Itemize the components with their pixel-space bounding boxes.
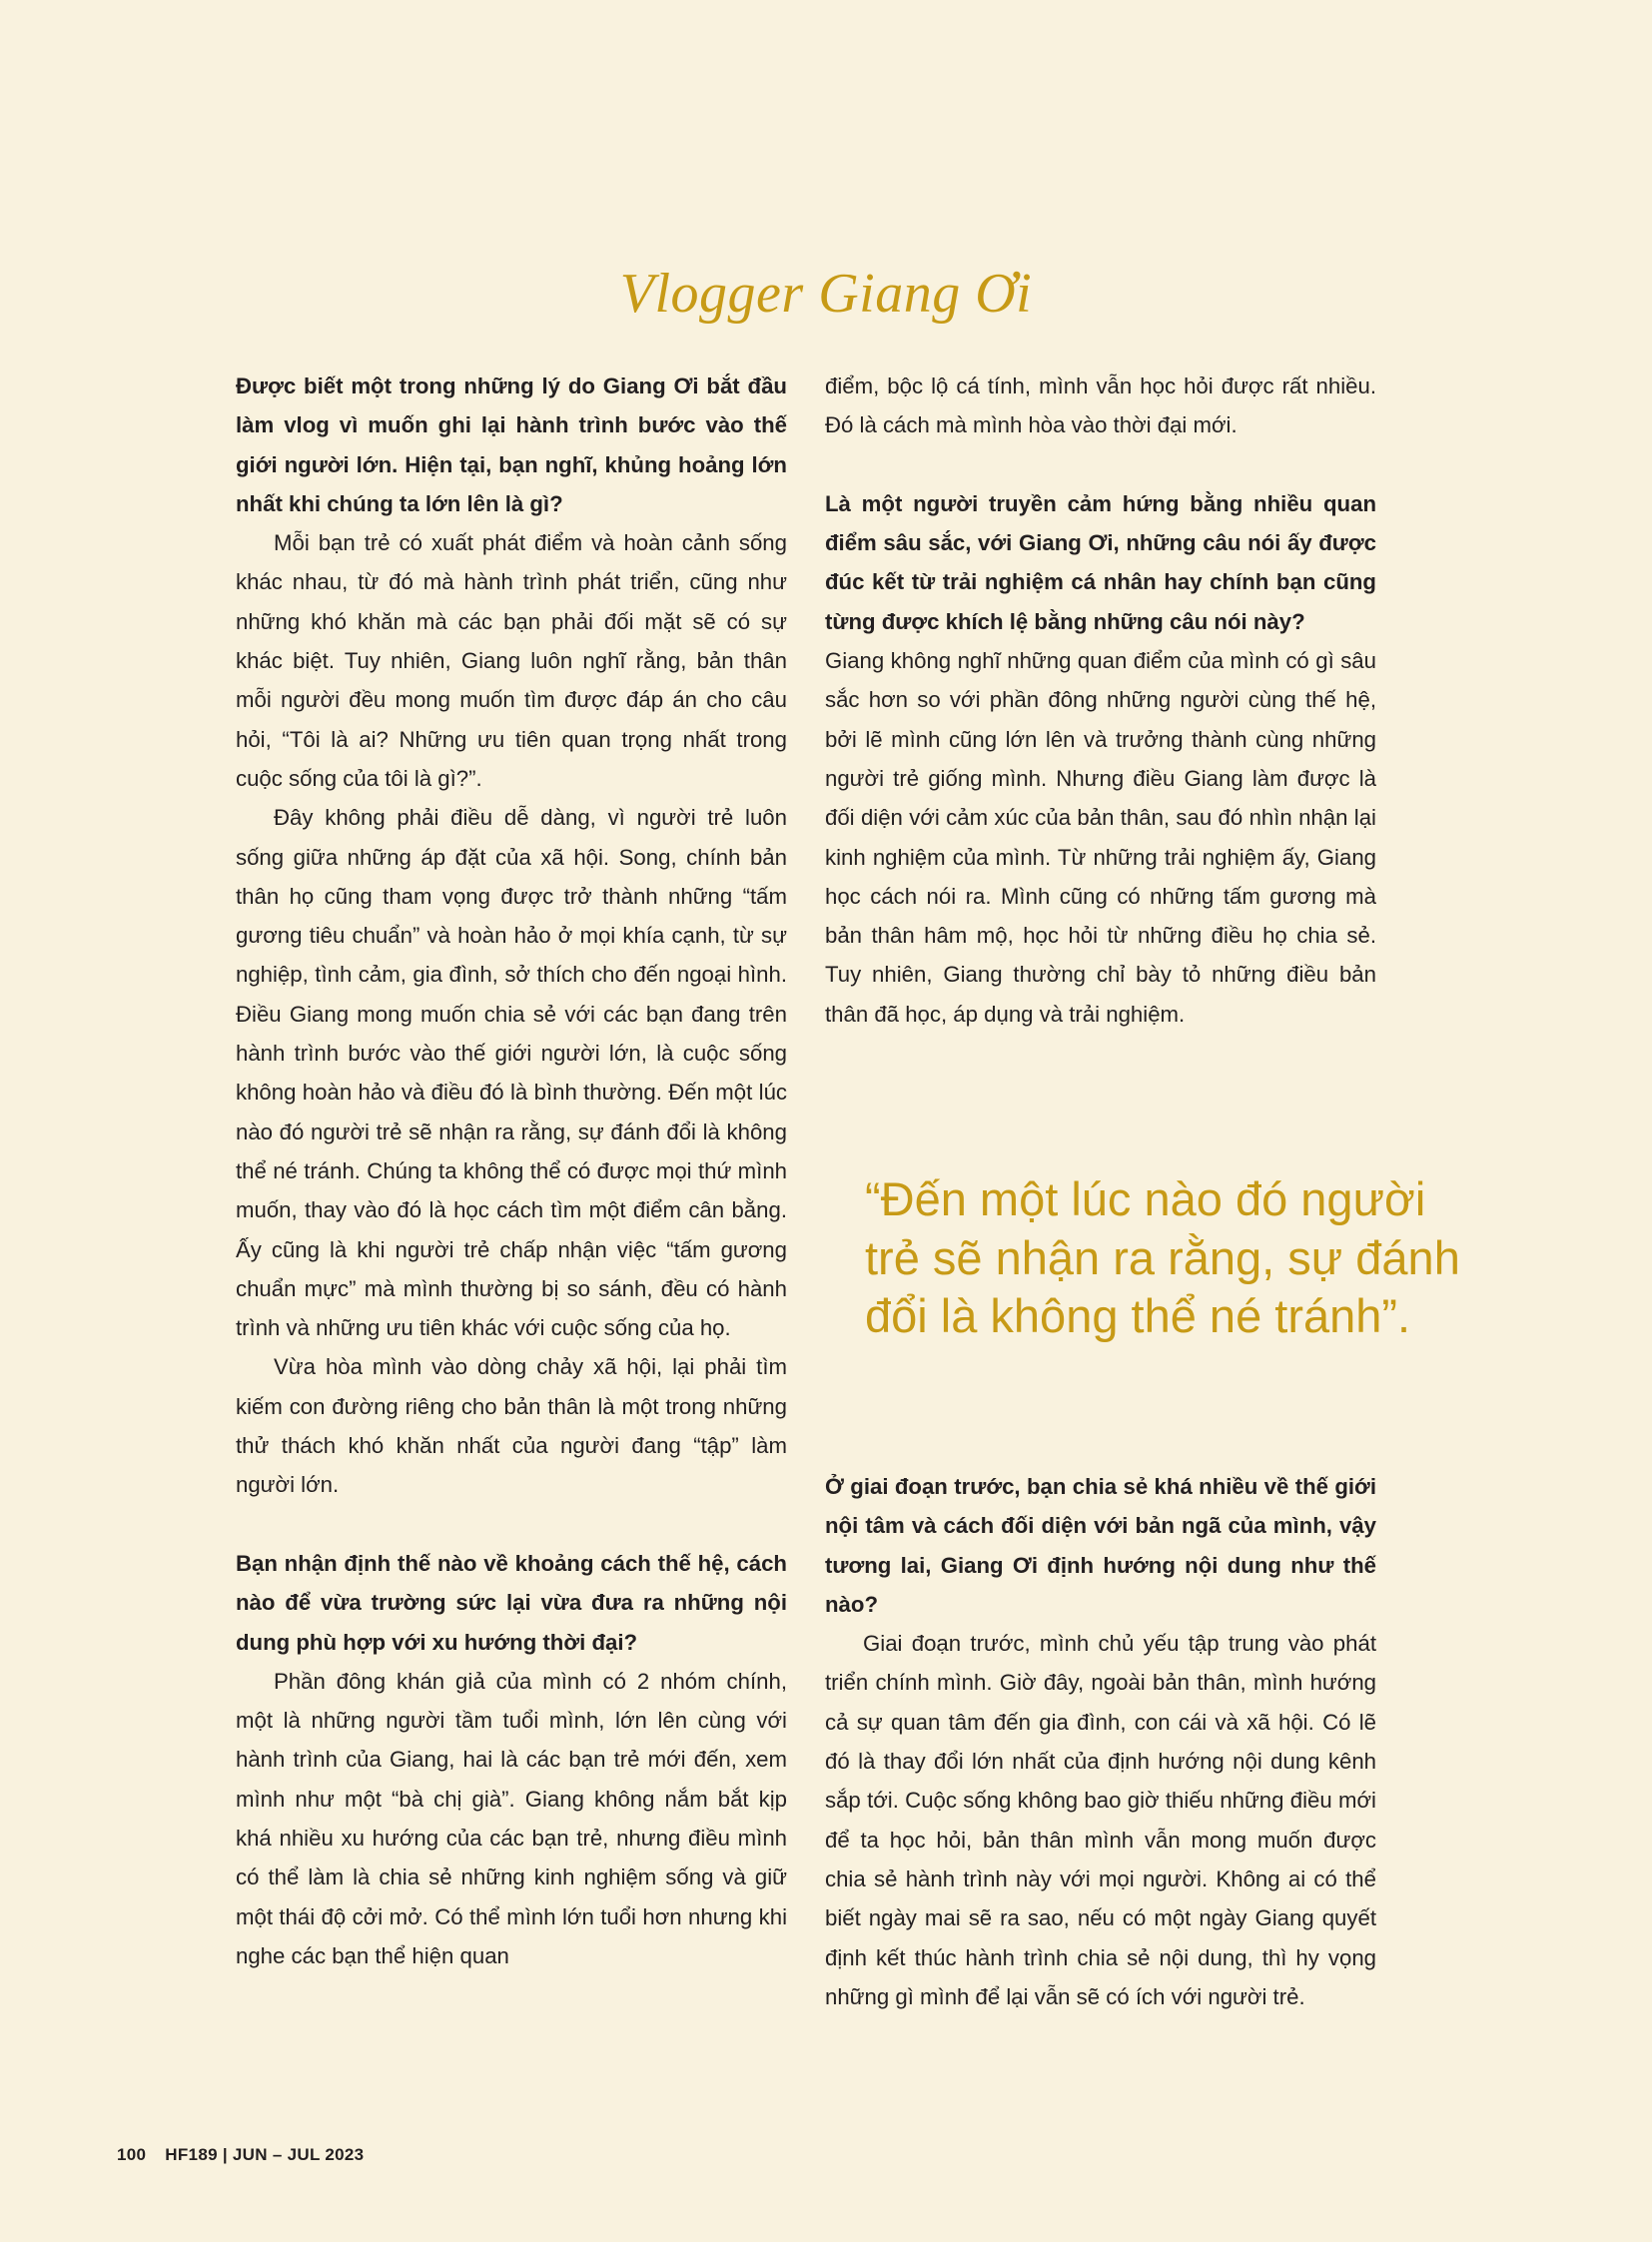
question-2: Bạn nhận định thế nào về khoảng cách thế hệ, cách nào để vừa trường sức lại vừa đưa ra những nội dung phù hợp với xu hướng thời đại? (236, 1550, 787, 1655)
right-column (825, 367, 1376, 1034)
page-number: 100 (117, 2145, 147, 2164)
answer-1-paragraph-2: Đây không phải điều dễ dàng, vì người trẻ luôn sống giữa những áp đặt của xã hội. Song, chính bản thân họ cũng tham vọng được trở thành những “tấm gương tiêu chuẩn” và hoàn hảo ở mọi khía cạnh, từ sự nghiệp, tình cảm, gia đình, sở thích cho đến ngoại hình. Điều Giang mong muốn chia sẻ với các bạn đang trên hành trình bước vào thế giới người lớn, là cuộc sống không hoàn hảo và điều đó là bình thường. Đến một lúc nào đó người trẻ sẽ nhận ra rằng, sự đánh đổi là không thể né tránh. Chúng ta không thể có được mọi thứ mình muốn, thay vào đó là học cách tìm một điểm cân bằng. Ấy cũng là khi người trẻ chấp nhận việc “tấm gương chuẩn mực” mà mình thường bị so sánh, đều có hành trình và những ưu tiên khác với cuộc sống của họ. (236, 805, 787, 1341)
question-1: Được biết một trong những lý do Giang Ơi bắt đầu làm vlog vì muốn ghi lại hành trình bước vào thế giới người lớn. Hiện tại, bạn nghĩ, khủng hoảng lớn nhất khi chúng ta lớn lên là gì? (236, 374, 787, 516)
answer-1-paragraph-3: Vừa hòa mình vào dòng chảy xã hội, lại phải tìm kiếm con đường riêng cho bản thân là một trong những thử thách khó khăn nhất của người đang “tập” làm người lớn. (236, 1354, 787, 1498)
paragraph-gap (236, 1505, 787, 1544)
answer-3: Giang không nghĩ những quan điểm của mình có gì sâu sắc hơn so với phần đông những người cùng thế hệ, bởi lẽ mình cũng lớn lên và trưởng thành cùng những người trẻ giống mình. Nhưng điều Giang làm được là đối diện với cảm xúc của bản thân, sau đó nhìn nhận lại kinh nghiệm của mình. Từ những trải nghiệm ấy, Giang học cách nói ra. Mình cũng có những tấm gương mà bản thân hâm mộ, học hỏi từ những điều họ chia sẻ. Tuy nhiên, Giang thường chỉ bày tỏ những điều bản thân đã học, áp dụng và trải nghiệm. (825, 648, 1376, 1027)
answer-1-paragraph-1: Mỗi bạn trẻ có xuất phát điểm và hoàn cảnh sống khác nhau, từ đó mà hành trình phát triển, cũng như những khó khăn mà các bạn phải đối mặt sẽ có sự khác biệt. Tuy nhiên, Giang luôn nghĩ rằng, bản thân mỗi người đều mong muốn tìm được đáp án cho câu hỏi, “Tôi là ai? Những ưu tiên quan trọng nhất trong cuộc sống của tôi là gì?”. (236, 530, 787, 791)
page-footer (117, 2145, 364, 2165)
answer-2-paragraph-1: Phần đông khán giả của mình có 2 nhóm chính, một là những người tầm tuổi mình, lớn lên cùng với hành trình của Giang, hai là các bạn trẻ mới đến, xem mình như một “bà chị già”. Giang không nắm bắt kịp khá nhiều xu hướng của các bạn trẻ, nhưng điều mình có thể làm là chia sẻ những kinh nghiệm sống và giữ một thái độ cởi mở. Có thể mình lớn tuổi hơn nhưng khi nghe các bạn thể hiện quan (236, 1668, 787, 1968)
issue-info: HF189 | JUN – JUL 2023 (165, 2145, 365, 2164)
answer-4: Giai đoạn trước, mình chủ yếu tập trung vào phát triển chính mình. Giờ đây, ngoài bản thân, mình hướng cả sự quan tâm đến gia đình, con cái và xã hội. Có lẽ đó là thay đổi lớn nhất của định hướng nội dung kênh sắp tới. Cuộc sống không bao giờ thiếu những điều mới để ta học hỏi, bản thân mình vẫn mong muốn được chia sẻ hành trình này với mọi người. Không ai có thể biết ngày mai sẽ ra sao, nếu có một ngày Giang quyết định kết thúc hành trình chia sẻ nội dung, thì hy vọng những gì mình để lại vẫn sẽ có ích với người trẻ. (825, 1631, 1376, 2009)
article-title: Vlogger Giang Ơi (619, 263, 1033, 325)
question-3: Là một người truyền cảm hứng bằng nhiều quan điểm sâu sắc, với Giang Ơi, những câu nói ấy được đúc kết từ trải nghiệm cá nhân hay chính bạn cũng từng được khích lệ bằng những câu nói này? (825, 490, 1376, 634)
left-column (236, 367, 787, 1975)
pull-quote: “Đến một lúc nào đó người trẻ sẽ nhận ra rằng, sự đánh đổi là không thể né tránh”. (865, 1172, 1460, 1342)
paragraph-gap (825, 445, 1376, 484)
right-column-lower (825, 1467, 1376, 2016)
question-4: Ở giai đoạn trước, bạn chia sẻ khá nhiều về thế giới nội tâm và cách đối diện với bản ngã của mình, vậy tương lai, Giang Ơi định hướng nội dung như thế nào? (825, 1474, 1376, 1617)
answer-2-continuation: điểm, bộc lộ cá tính, mình vẫn học hỏi được rất nhiều. Đó là cách mà mình hòa vào thời đại mới. (825, 374, 1376, 438)
